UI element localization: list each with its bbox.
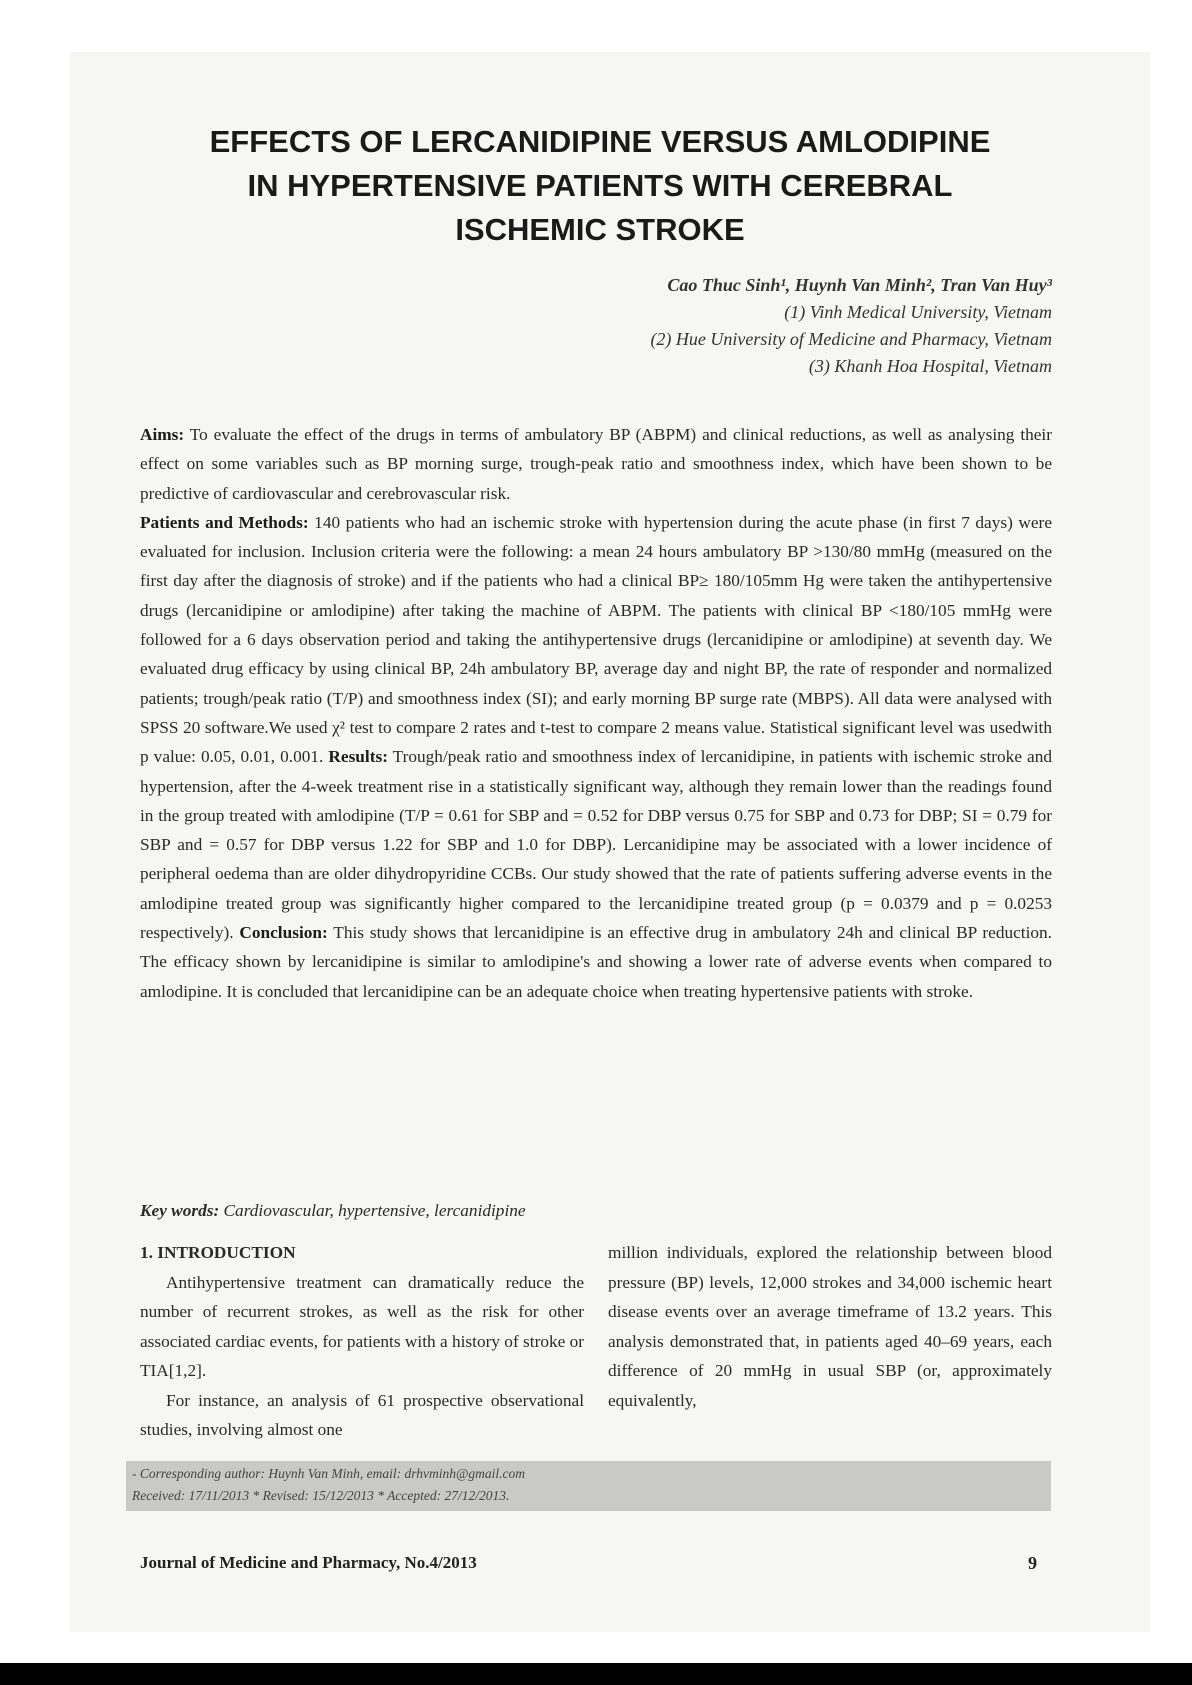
keywords [140,1198,1052,1224]
aims-label: Aims: [140,425,185,444]
column-right [608,1238,1052,1415]
conclusion-label: Conclusion: [239,923,328,943]
title-line: ISCHEMIC STROKE [455,212,745,247]
methods-label: Patients and Methods: [140,512,309,532]
aims-text: To evaluate the effect of the drugs in terms of ambulatory BP (ABPM) and clinical reductions, as well as analysing their effect on some variables such as BP morning surge, trough-peak ratio and smoothness index, which have been shown to be predictive of cardiovascular and cerebrovascular risk. [140,425,1052,503]
journal-footer: Journal of Medicine and Pharmacy, No.4/2013 [140,1553,477,1572]
affiliation: (2) Hue University of Medicine and Pharmacy, Vietnam [650,329,1052,349]
section-heading: 1. INTRODUCTION [140,1243,296,1262]
footnote-line: Received: 17/11/2013 * Revised: 15/12/2013 * Accepted: 27/12/2013. [132,1488,510,1503]
title-line: IN HYPERTENSIVE PATIENTS WITH CEREBRAL [247,168,953,203]
footnote-line: - Corresponding author: Huynh Van Minh, email: drhvminh@gmail.com [132,1466,526,1481]
paragraph: Antihypertensive treatment can dramatically reduce the number of recurrent strokes, as well as the risk for other associated cardiac events, for patients with a history of stroke or TIA[1,2]. [140,1272,584,1380]
column-left [140,1238,584,1445]
page-number: 9 [1028,1553,1037,1573]
keywords-label: Key words: [140,1201,220,1220]
title-line: EFFECTS OF LERCANIDIPINE VERSUS AMLODIPINE [209,124,991,159]
authors: Cao Thuc Sinh¹, Huynh Van Minh², Tran Van Huy³ [667,275,1052,295]
keywords-text: Cardiovascular, hypertensive, lercanidipine [219,1201,526,1220]
conclusion-text: This study shows that lercanidipine is an effective drug in ambulatory 24h and clinical BP reduction. The efficacy shown by lercanidipine is similar to amlodipine's and showing a lower rate of adverse events when compared to amlodipine. It is concluded that lercanidipine can be an adequate choice when treating hypertensive patients with stroke. [140,923,1052,1001]
bottom-bar [0,1663,1192,1685]
paragraph: million individuals, explored the relationship between blood pressure (BP) levels, 12,000 strokes and 34,000 ischemic heart disease events over an average timeframe of 13.2 years. This analysis demonstrated that, in patients aged 40–69 years, each difference of 20 mmHg in usual SBP (or, approximately equivalently, [608,1243,1052,1410]
article-title [130,120,1070,252]
results-text: Trough/peak ratio and smoothness index of lercanidipine, in patients with ischemic stroke and hypertension, after the 4-week treatment rise in a statistically significant way, although they remain lower than the readings found in the group treated with amlodipine (T/P = 0.61 for SBP and = 0.52 for DBP versus 0.75 for SBP and 0.73 for DBP; SI = 0.79 for SBP and = 0.57 for DBP versus 1.22 for SBP and 1.0 for DBP). Lercanidipine may be associated with a lower incidence of peripheral oedema than are older dihydropyridine CCBs. Our study showed that the rate of patients suffering adverse events in the amlodipine treated group was significantly higher compared to the lercanidipine treated group (p = 0.0379 and p = 0.0253 respectively). [140,747,1052,943]
results-label: Results: [328,747,388,767]
footnote [126,1461,1051,1511]
affiliation: (1) Vinh Medical University, Vietnam [784,302,1052,322]
methods-text: 140 patients who had an ischemic stroke with hypertension during the acute phase (in first 7 days) were evaluated for inclusion. Inclusion criteria were the following: a mean 24 hours ambulatory BP >130/80 mmHg (measured on the first day after the diagnosis of stroke) and if the patients who had a clinical BP≥ 180/105mm Hg were taken the antihypertensive drugs (lercanidipine or amlodipine) after taking the machine of ABPM. The patients with clinical BP <180/105 mmHg were followed for a 6 days observation period and taking the antihypertensive drugs (lercanidipine or amlodipine) at seventh day. We evaluated drug efficacy by using clinical BP, 24h ambulatory BP, average day and night BP, the rate of responder and normalized patients; trough/peak ratio (T/P) and smoothness index (SI); and early morning BP surge rate (MBPS). All data were analysed with SPSS 20 software.We used χ² test to compare 2 rates and t-test to compare 2 means value. Statistical significant level was usedwith p value: 0.05, 0.01, 0.001. [140,512,1052,767]
abstract [140,420,1052,1006]
affiliation: (3) Khanh Hoa Hospital, Vietnam [808,356,1052,376]
paragraph: For instance, an analysis of 61 prospective observational studies, involving almost one [140,1390,584,1439]
author-block [352,272,1052,380]
